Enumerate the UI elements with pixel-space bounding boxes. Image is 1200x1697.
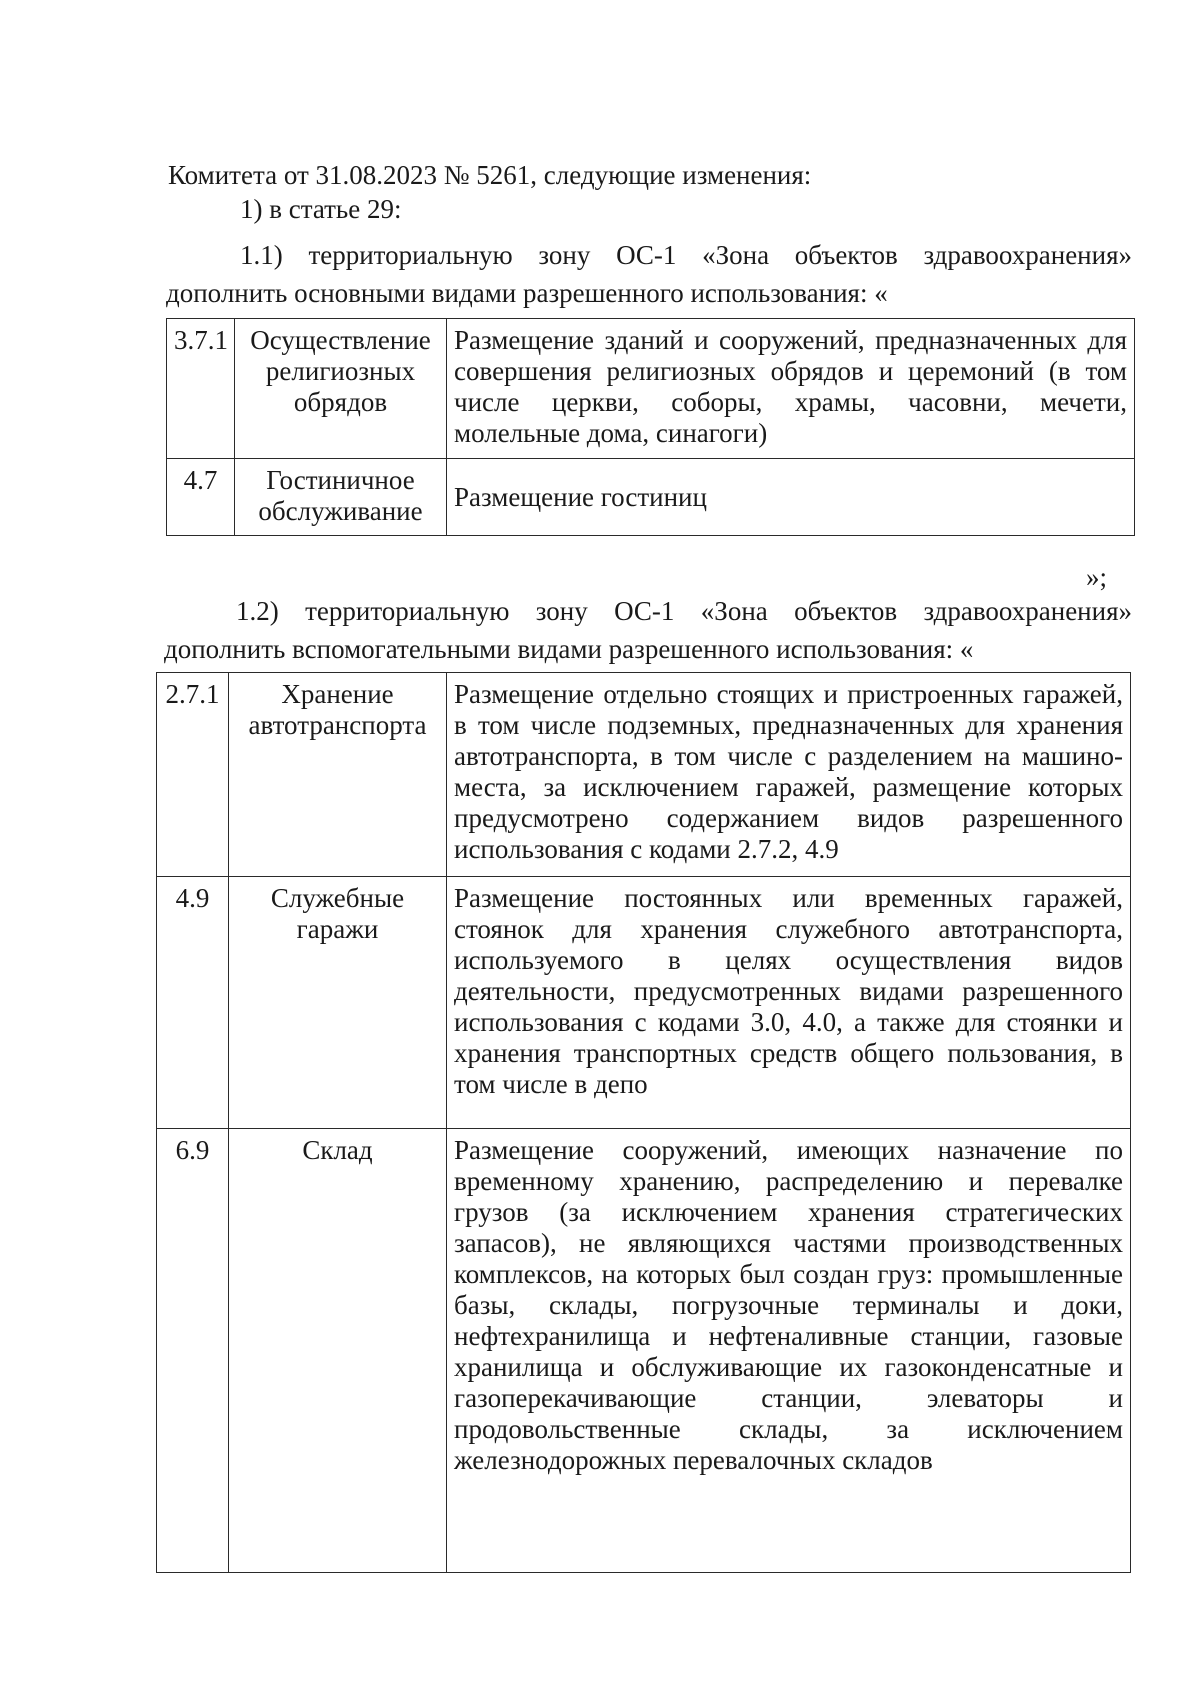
table-row <box>157 877 1131 1129</box>
row-code: 6.9 <box>157 1129 229 1573</box>
intro-line-2: 1) в статье 29: <box>240 194 402 224</box>
table-row <box>167 459 1135 536</box>
intro-line-1: Комитета от 31.08.2023 № 5261, следующие изменения: <box>168 160 812 190</box>
row-description: Размещение сооружений, имеющих назначение по временному хранению, распределению и перевалке грузов (за исключением хранения стратегических запасов), не являющихся частями производственных комплексов, на которых был создан груз: промышленные базы, склады, погрузочные терминалы и доки, нефтехранилища и нефтеналивные станции, газовые хранилища и обслуживающие их газоконденсатные и газоперекачивающие станции, элеваторы и продовольственные склады, за исключением железнодорожных перевалочных складов <box>447 1129 1131 1573</box>
row-description: Размещение зданий и сооружений, предназначенных для совершения религиозных обрядов и церемоний (в том числе церкви, соборы, храмы, часовни, мечети, молельные дома, синагоги) <box>447 319 1135 459</box>
row-code: 2.7.1 <box>157 673 229 877</box>
table-row <box>157 1129 1131 1573</box>
closing-quote: »; <box>1086 562 1108 592</box>
row-code: 4.7 <box>167 459 235 536</box>
paragraph-1-2-line-1: 1.2) территориальную зону ОС-1 «Зона объектов здравоохранения» <box>236 596 1132 626</box>
table-row <box>157 673 1131 877</box>
row-name: Гостиничное обслуживание <box>235 459 447 536</box>
paragraph-1-1-line-2: дополнить основными видами разрешенного использования: « <box>166 278 888 308</box>
row-code: 4.9 <box>157 877 229 1129</box>
row-code: 3.7.1 <box>167 319 235 459</box>
row-name: Осуществление религиозных обрядов <box>235 319 447 459</box>
row-description: Размещение постоянных или временных гаражей, стоянок для хранения служебного автотранспорта, используемого в целях осуществления видов деятельности, предусмотренных видами разрешенного использования с кодами 3.0, 4.0, а также для стоянки и хранения транспортных средств общего пользования, в том числе в депо <box>447 877 1131 1129</box>
paragraph-1-1-line-1: 1.1) территориальную зону ОС-1 «Зона объектов здравоохранения» <box>240 240 1132 270</box>
table-auxiliary-uses <box>156 672 1131 1573</box>
row-description: Размещение отдельно стоящих и пристроенных гаражей, в том числе подземных, предназначенных для хранения автотранспорта, в том числе с разделением на машино-места, за исключением гаражей, размещение которых предусмотрено содержанием видов разрешенного использования с кодами 2.7.2, 4.9 <box>447 673 1131 877</box>
row-name: Служебные гаражи <box>229 877 447 1129</box>
row-name: Склад <box>229 1129 447 1573</box>
table-main-uses <box>166 318 1135 536</box>
paragraph-1-2-line-2: дополнить вспомогательными видами разрешенного использования: « <box>164 634 974 664</box>
row-name: Хранение автотранспорта <box>229 673 447 877</box>
table-row <box>167 319 1135 459</box>
row-description: Размещение гостиниц <box>447 459 1135 536</box>
